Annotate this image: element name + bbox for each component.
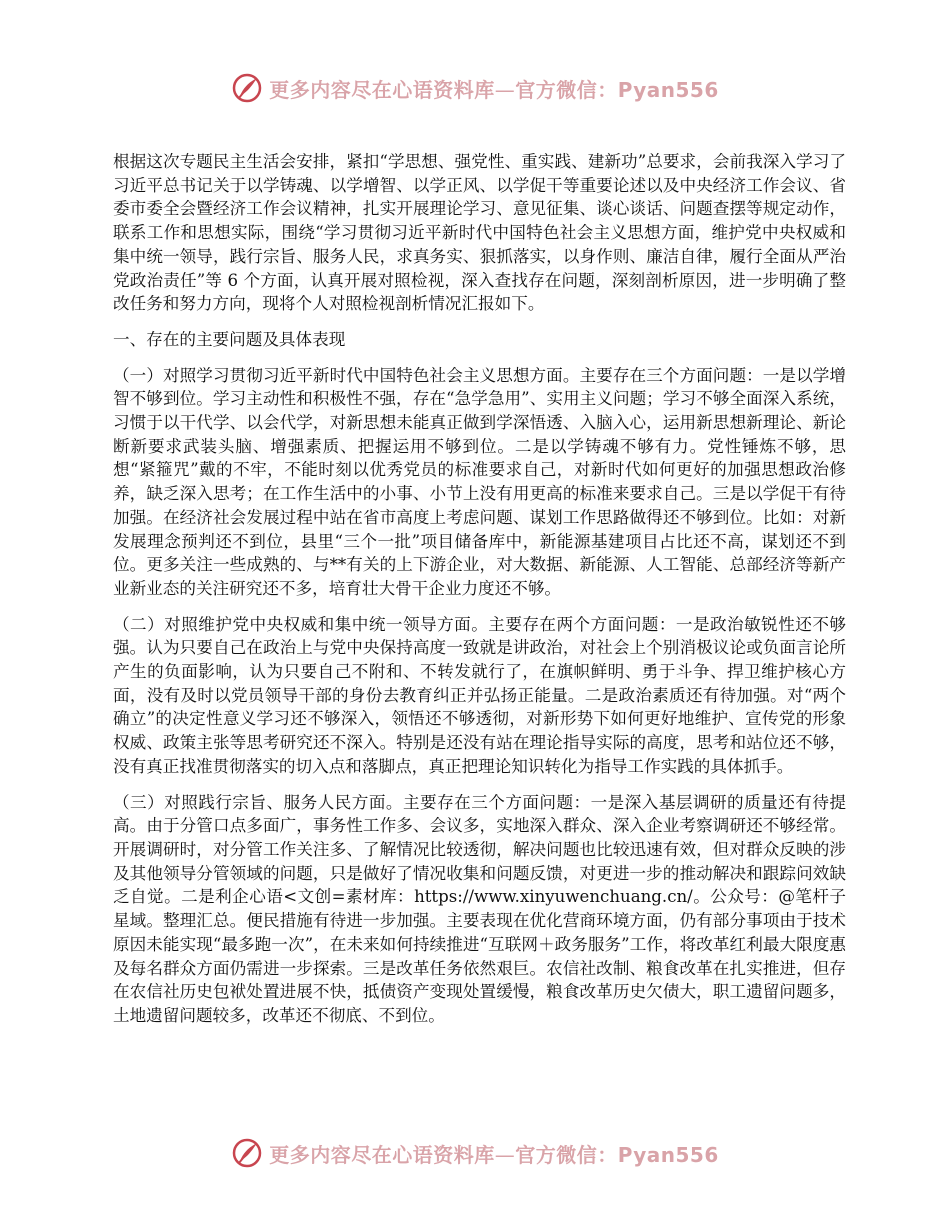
footer-banner-text	[269, 1139, 719, 1168]
banner-dash: —	[494, 1142, 516, 1167]
header-banner-text	[269, 74, 719, 103]
banner-main-text: 更多内容尽在心语资料库	[269, 1142, 495, 1167]
header-banner	[0, 68, 950, 108]
intro-paragraph: 根据这次专题民主生活会安排，紧扣“学思想、强党性、重实践、建新功”总要求，会前我深入学习了习近平总书记关于以学铸魂、以学增智、以学正风、以学促干等重要论述以及中央经济工作会议、省委市委全会暨经济工作会议精神，扎实开展理论学习、意见征集、谈心谈话、问题查摆等规定动作，联系工作和思想实际，围绕“学习贯彻习近平新时代中国特色社会主义思想方面，维护党中央权威和集中统一领导，践行宗旨、服务人民，求真务实、狠抓落实，以身作则、廉洁自律，履行全面从严治党政治责任”等 6 个方面，认真开展对照检视，深入查找存在问题，深刻剖析原因，进一步明确了整改任务和努力方向，现将个人对照检视剖析情况汇报如下。	[113, 152, 846, 314]
document-body	[113, 150, 846, 1040]
paragraph-2: （二）对照维护党中央权威和集中统一领导方面。主要存在两个方面问题：一是政治敏锐性还不够强。认为只要自己在政治上与党中央保持高度一致就是讲政治，对社会上个别消极议论或负面言论所产生的负面影响，认为只要自己不附和、不转发就行了，在旗帜鲜明、勇于斗争、捍卫维护核心方面，没有及时以党员领导干部的身份去教育纠正并弘扬正能量。二是政治素质还有待加强。对“两个确立”的决定性意义学习还不够深入，领悟还不够透彻，对新形势下如何更好地维护、宣传党的形象权威、政策主张等思考研究还不深入。特别是还没有站在理论指导实际的高度，思考和站位还不够，没有真正找准贯彻落实的切入点和落脚点，真正把理论知识转化为指导工作实践的具体抓手。	[113, 614, 846, 776]
banner-wechat-text: 官方微信：Pyan556	[515, 1142, 719, 1167]
section-heading: 一、存在的主要问题及具体表现	[113, 329, 346, 349]
banner-main-text: 更多内容尽在心语资料库	[269, 77, 495, 102]
paragraph-3: （三）对照践行宗旨、服务人民方面。主要存在三个方面问题：一是深入基层调研的质量还有待提高。由于分管口点多面广，事务性工作多、会议多，实地深入群众、深入企业考察调研还不够经常。开展调研时，对分管工作关注多、了解情况比较透彻，解决问题也比较迅速有效，但对群众反映的涉及其他领导分管领域的问题，只是做好了情况收集和问题反馈，对更进一步的推动解决和跟踪问效缺乏自觉。二是利企心语<文创=素材库：https://www.xinyuwenchuang.cn/。公众号：@笔杆子星域。整理汇总。便民措施有待进一步加强。主要表现在优化营商环境方面，仍有部分事项由于技术原因未能实现“最多跑一次”，在未来如何持续推进“互联网＋政务服务”工作，将改革红利最大限度惠及每名群众方面仍需进一步探索。三是改革任务依然艰巨。农信社改制、粮食改革在扎实推进，但存在农信社历史包袱处置进展不快，抵债资产变现处置缓慢，粮食改革历史欠债大，职工遗留问题多，土地遗留问题较多，改革还不彻底、不到位。	[113, 792, 846, 1025]
quill-logo-icon	[231, 72, 263, 104]
paragraph-1: （一）对照学习贯彻习近平新时代中国特色社会主义思想方面。主要存在三个方面问题：一是以学增智不够到位。学习主动性和积极性不强，存在“急学急用”、实用主义问题；学习不够全面深入系统，习惯于以干代学、以会代学，对新思想未能真正做到学深悟透、入脑入心，运用新思想新理论、新论断新要求武装头脑、增强素质、把握运用不够到位。二是以学铸魂不够有力。党性锤炼不够，思想“紧箍咒”戴的不牢，不能时刻以优秀党员的标准要求自己，对新时代如何更好的加强思想政治修养，缺乏深入思考；在工作生活中的小事、小节上没有用更高的标准来要求自己。三是以学促干有待加强。在经济社会发展过程中站在省市高度上考虑问题、谋划工作思路做得还不够到位。比如：对新发展理念预判还不到位，县里“三个一批”项目储备库中，新能源基建项目占比还不高，谋划还不到位。更多关注一些成熟的、与**有关的上下游企业，对大数据、新能源、人工智能、总部经济等新产业新业态的关注研究还不多，培育壮大骨干企业力度还不够。	[113, 365, 846, 598]
footer-banner	[0, 1133, 950, 1173]
banner-dash: —	[494, 77, 516, 102]
quill-logo-icon	[231, 1137, 263, 1169]
banner-wechat-text: 官方微信：Pyan556	[515, 77, 719, 102]
